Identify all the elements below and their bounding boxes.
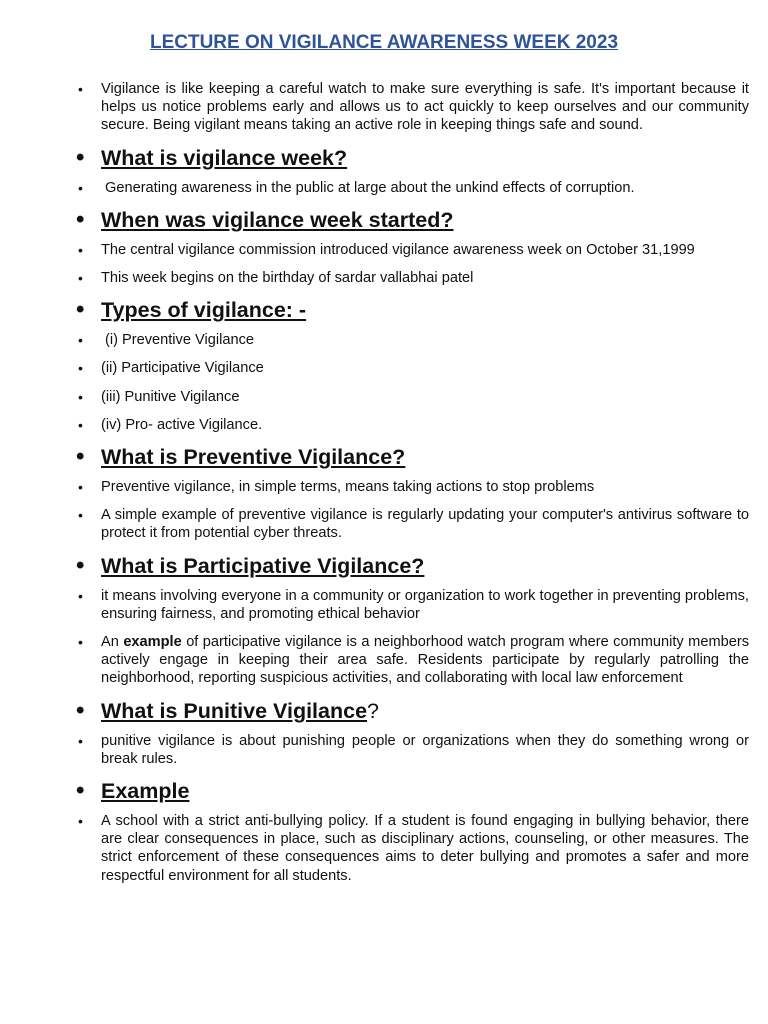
section-heading-punitive <box>72 698 749 724</box>
list-item <box>72 416 749 434</box>
list-item <box>72 506 749 542</box>
list-item <box>72 359 749 377</box>
heading-text: What is Preventive Vigilance? <box>101 445 406 470</box>
list-item <box>72 179 749 197</box>
bullet-icon: • <box>76 296 85 324</box>
list-item <box>72 812 749 885</box>
item-text: punitive vigilance is about punishing people or organizations when they do something wrong or break rules. <box>101 732 749 767</box>
list-item <box>72 732 749 768</box>
bullet-icon: • <box>76 143 85 171</box>
item-text-prefix: An <box>101 634 119 651</box>
item-text-bold: example <box>123 634 182 651</box>
item-text: (iv) Pro- active Vigilance. <box>101 416 263 433</box>
item-text: (ii) Participative Vigilance <box>101 360 264 377</box>
heading-text: When was vigilance week started? <box>101 207 454 232</box>
section-heading-types <box>72 297 749 323</box>
page-title: LECTURE ON VIGILANCE AWARENESS WEEK 2023 <box>149 32 619 53</box>
list-item <box>72 633 749 688</box>
item-text: The central vigilance commission introduced vigilance awareness week on October 31,1999 <box>101 241 695 258</box>
bullet-list <box>72 80 749 895</box>
bullet-icon: • <box>78 360 83 377</box>
item-text: (i) Preventive Vigilance <box>105 332 254 349</box>
item-text: it means involving everyone in a community or organization to work together in preventing problems, ensuring fairness, and promoting ethical behavior <box>101 587 749 622</box>
bullet-icon: • <box>78 81 83 97</box>
bullet-icon: • <box>76 777 85 805</box>
bullet-icon: • <box>78 634 83 651</box>
list-item <box>72 241 749 259</box>
bullet-icon: • <box>78 388 83 405</box>
heading-text: What is vigilance week? <box>101 145 348 170</box>
bullet-icon: • <box>78 479 83 496</box>
list-item <box>72 478 749 496</box>
list-item <box>72 388 749 406</box>
section-heading-when-started <box>72 207 749 233</box>
item-text: A simple example of preventive vigilance is regularly updating your computer's antivirus software to protect it from potential cyber threats. <box>101 507 749 542</box>
bullet-icon: • <box>78 813 83 830</box>
list-item <box>72 269 749 287</box>
list-item <box>72 587 749 623</box>
bullet-icon: • <box>76 551 85 579</box>
heading-text: Example <box>101 779 190 804</box>
item-text: Generating awareness in the public at large about the unkind effects of corruption. <box>105 179 635 196</box>
item-text: (iii) Punitive Vigilance <box>101 388 240 405</box>
item-text-rest: of participative vigilance is a neighborhood watch program where community members actively engage in keeping their area safe. Residents participate by regularly patrolling the neighborhood, reporting suspicious activities, and collaborating with local law enforcement <box>101 634 749 687</box>
heading-text: What is Punitive Vigilance <box>101 698 368 723</box>
bullet-icon: • <box>76 443 85 471</box>
bullet-icon: • <box>78 241 83 258</box>
heading-text: Types of vigilance: - <box>101 298 307 323</box>
section-heading-what-is-week <box>72 145 749 171</box>
bullet-icon: • <box>78 332 83 349</box>
heading-suffix: ? <box>367 698 379 723</box>
section-heading-participative <box>72 553 749 579</box>
bullet-icon: • <box>78 179 83 196</box>
intro-text: Vigilance is like keeping a careful watch to make sure everything is safe. It's important because it helps us notice problems early and allows us to act quickly to keep ourselves and our community secure. Being vigilant means taking an active role in keeping things safe and sound. <box>101 81 749 134</box>
bullet-icon: • <box>76 205 85 233</box>
bullet-icon: • <box>78 587 83 604</box>
heading-text: What is Participative Vigilance? <box>101 553 425 578</box>
list-item <box>72 331 749 349</box>
bullet-icon: • <box>78 507 83 524</box>
bullet-icon: • <box>78 732 83 749</box>
bullet-icon: • <box>76 696 85 724</box>
item-text: Preventive vigilance, in simple terms, means taking actions to stop problems <box>101 479 595 496</box>
section-heading-preventive <box>72 444 749 470</box>
list-item-intro <box>72 80 749 135</box>
item-text: This week begins on the birthday of sardar vallabhai patel <box>101 270 474 287</box>
bullet-icon: • <box>78 270 83 287</box>
item-text: A school with a strict anti-bullying policy. If a student is found engaging in bullying behavior, there are clear consequences in place, such as disciplinary actions, counseling, or other measures. The strict enforcement of these consequences aims to deter bullying and promotes a safer and more respectful environment for all students. <box>101 813 749 884</box>
section-heading-example <box>72 778 749 804</box>
bullet-icon: • <box>78 416 83 433</box>
